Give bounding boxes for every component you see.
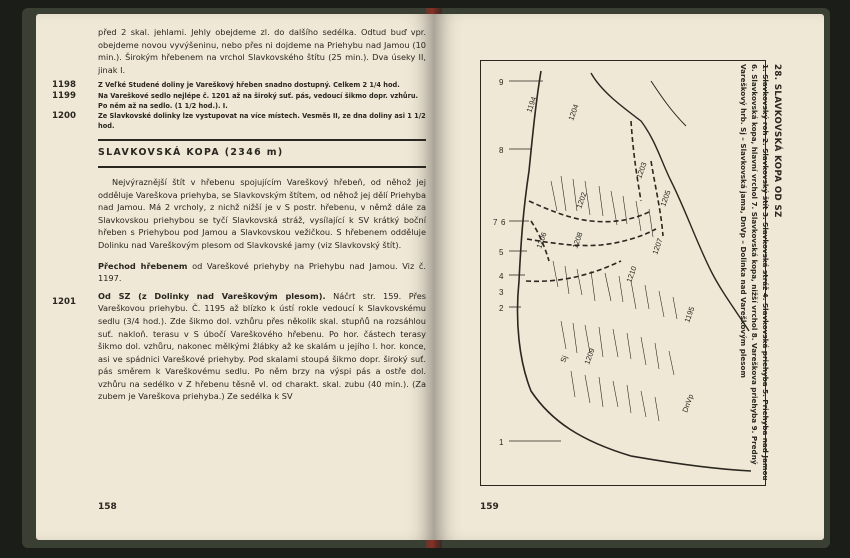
section-heading: SLAVKOVSKÁ KOPA (2346 m): [98, 147, 284, 159]
map-num-6: 6: [501, 218, 506, 227]
section-rule-top: [98, 139, 426, 141]
route-title: Od SZ (z Dolinky nad Vareškovým plesom).: [98, 290, 326, 301]
map-label-dnvp: DnVp: [680, 392, 696, 414]
map-route-1202: 1202: [574, 190, 589, 210]
map-route-1207: 1207: [650, 236, 665, 256]
route-1199: [52, 90, 426, 111]
page-number-right: 159: [480, 502, 499, 512]
route-text: Z Veľké Studené doliny je Vareškový hřeben snadno dostupný. Celkem 2 1/4 hod.: [98, 81, 400, 90]
right-page: [434, 14, 824, 540]
caption-title: 28. SLAVKOVSKÁ KOPA OD SZ: [772, 64, 782, 218]
map-route-1210: 1210: [624, 264, 639, 284]
crossing-text: od Vareškové priehyby na Priehybu nad Jamou. Viz č. 1197.: [98, 260, 426, 284]
route-number: 1201: [52, 296, 76, 307]
map-route-1209: 1209: [582, 346, 597, 366]
route-number: 1199: [52, 90, 76, 101]
map-label-sj: Sj: [558, 354, 570, 364]
map-num-7: 7: [493, 218, 498, 227]
map-route-1205: 1205: [658, 188, 673, 208]
route-1201: [52, 290, 427, 403]
map-num-5: 5: [499, 248, 504, 257]
route-1200: [52, 110, 426, 131]
map-sketch: [480, 60, 766, 486]
left-page: [36, 14, 434, 540]
crossing-label: Přechod hřebenem: [98, 260, 188, 271]
open-book: [22, 8, 830, 548]
route-text: Náčrt str. 159. Přes Vareškovou priehybu. Č. 1195 až blízko k ústí rokle vedoucí k Slavkovskému sedlu (3/4 hod.). Zde šikmo dol. vzhůru přes několik skal. stupňů na rozsáhlou suť. nakloň. terasu v S úbočí Vareškového hřebenu. Po hor. částech terasy šikmo dol. vzhůru, nakonec mělkými žlábky až ke skalám u jejího l. hor. konce, asi ve spádnici Vareškové priehyby. Pod skalami stoupá šikmo dopr. široký suť. pás směrem k Vareškovému sedlu. Po něm brzy na výspi pás a ostře dol. vzhůru na sedélko v Z hřebenu těsně vl. od charakt. skal. zubu (40 min.). (Za zubem je Vareškova priehyba.) Ze sedélka k SV: [98, 290, 427, 402]
map-route-1204: 1204: [566, 102, 581, 122]
map-num-9: 9: [499, 78, 504, 87]
map-route-1208: 1208: [570, 230, 585, 250]
left-page-text: [52, 26, 427, 403]
map-route-1203: 1203: [634, 160, 649, 180]
map-num-2: 2: [499, 304, 504, 313]
intro-paragraph: před 2 skal. jehlami. Jehly obejdeme zl. do dalšího sedélka. Odtud buď vpr. obejdeme novou vyvýšeninu, nebo přes ni dojdeme na Priehybu nad Jamou (10 min.). Širokým hřebenem na vrchol Slavkovského štítu (25 min.). Dva úseky II, jinak I.: [98, 27, 426, 75]
map-num-1: 1: [499, 438, 504, 447]
caption-line-2: 6. Slavkovská kopa, hlavní vrchol 7. Slavkovská kopa, nižší vrchol 8. Vareškova priehyba 9. Predný Vareškový hrb. Sj – Slavkovská jama, DnVp – Dolinka nad Vareškovým plesom: [739, 64, 759, 465]
description-paragraph: Nejvýraznější štít v hřebenu spojujícím Vareškový hřebeň, od něhož jej odděluje Vareškova priehyba, se Slavkovským štítem, od něhož jej dělí Priehyba nad Jamou. Má 2 vrcholy, z nichž nižší je v S postr. hřebenu, v němž dále za Slavkovskou priehybou se tyčí Slavkovská stráž, vysílající k SV krátký boční hřeben s Priehybou pod Jamou a Slavkovskou vežičkou. S hřebenem odděluje Dolinku nad Vareškovým plesom od Slavkovské jamy (viz Slavkovský štít).: [98, 176, 426, 250]
route-text: Na Vareškové sedlo nejlépe č. 1201 až na široký suť. pás, vedoucí šikmo dopr. vzhůru. Po něm až na sedlo. (1 1/2 hod.). I.: [98, 91, 419, 110]
map-route-1194: 1194: [524, 95, 539, 114]
route-number: 1200: [52, 110, 76, 121]
map-route-1195: 1195: [682, 305, 697, 324]
ridge-sketch-svg: [481, 61, 764, 484]
route-number: 1198: [52, 80, 76, 91]
map-num-8: 8: [499, 146, 504, 155]
route-text: Ze Slavkovské dolinky lze vystupovat na více místech. Vesměs II, ze dna doliny asi 1 1/2 hod.: [98, 111, 426, 131]
crossing-paragraph: [98, 260, 426, 285]
page-number-left: 158: [98, 502, 117, 512]
map-route-1206: 1206: [534, 230, 549, 250]
map-caption: [736, 64, 782, 494]
map-num-4: 4: [499, 272, 504, 281]
caption-line-1: 1. Slavkovský roh 2. Slavkovský štít 3. Slavkovská stráž 4. Slavkovská priehyba 5. Priehyba nad Jamou: [761, 64, 770, 481]
map-num-3: 3: [499, 288, 504, 297]
route-1198: [52, 80, 426, 91]
